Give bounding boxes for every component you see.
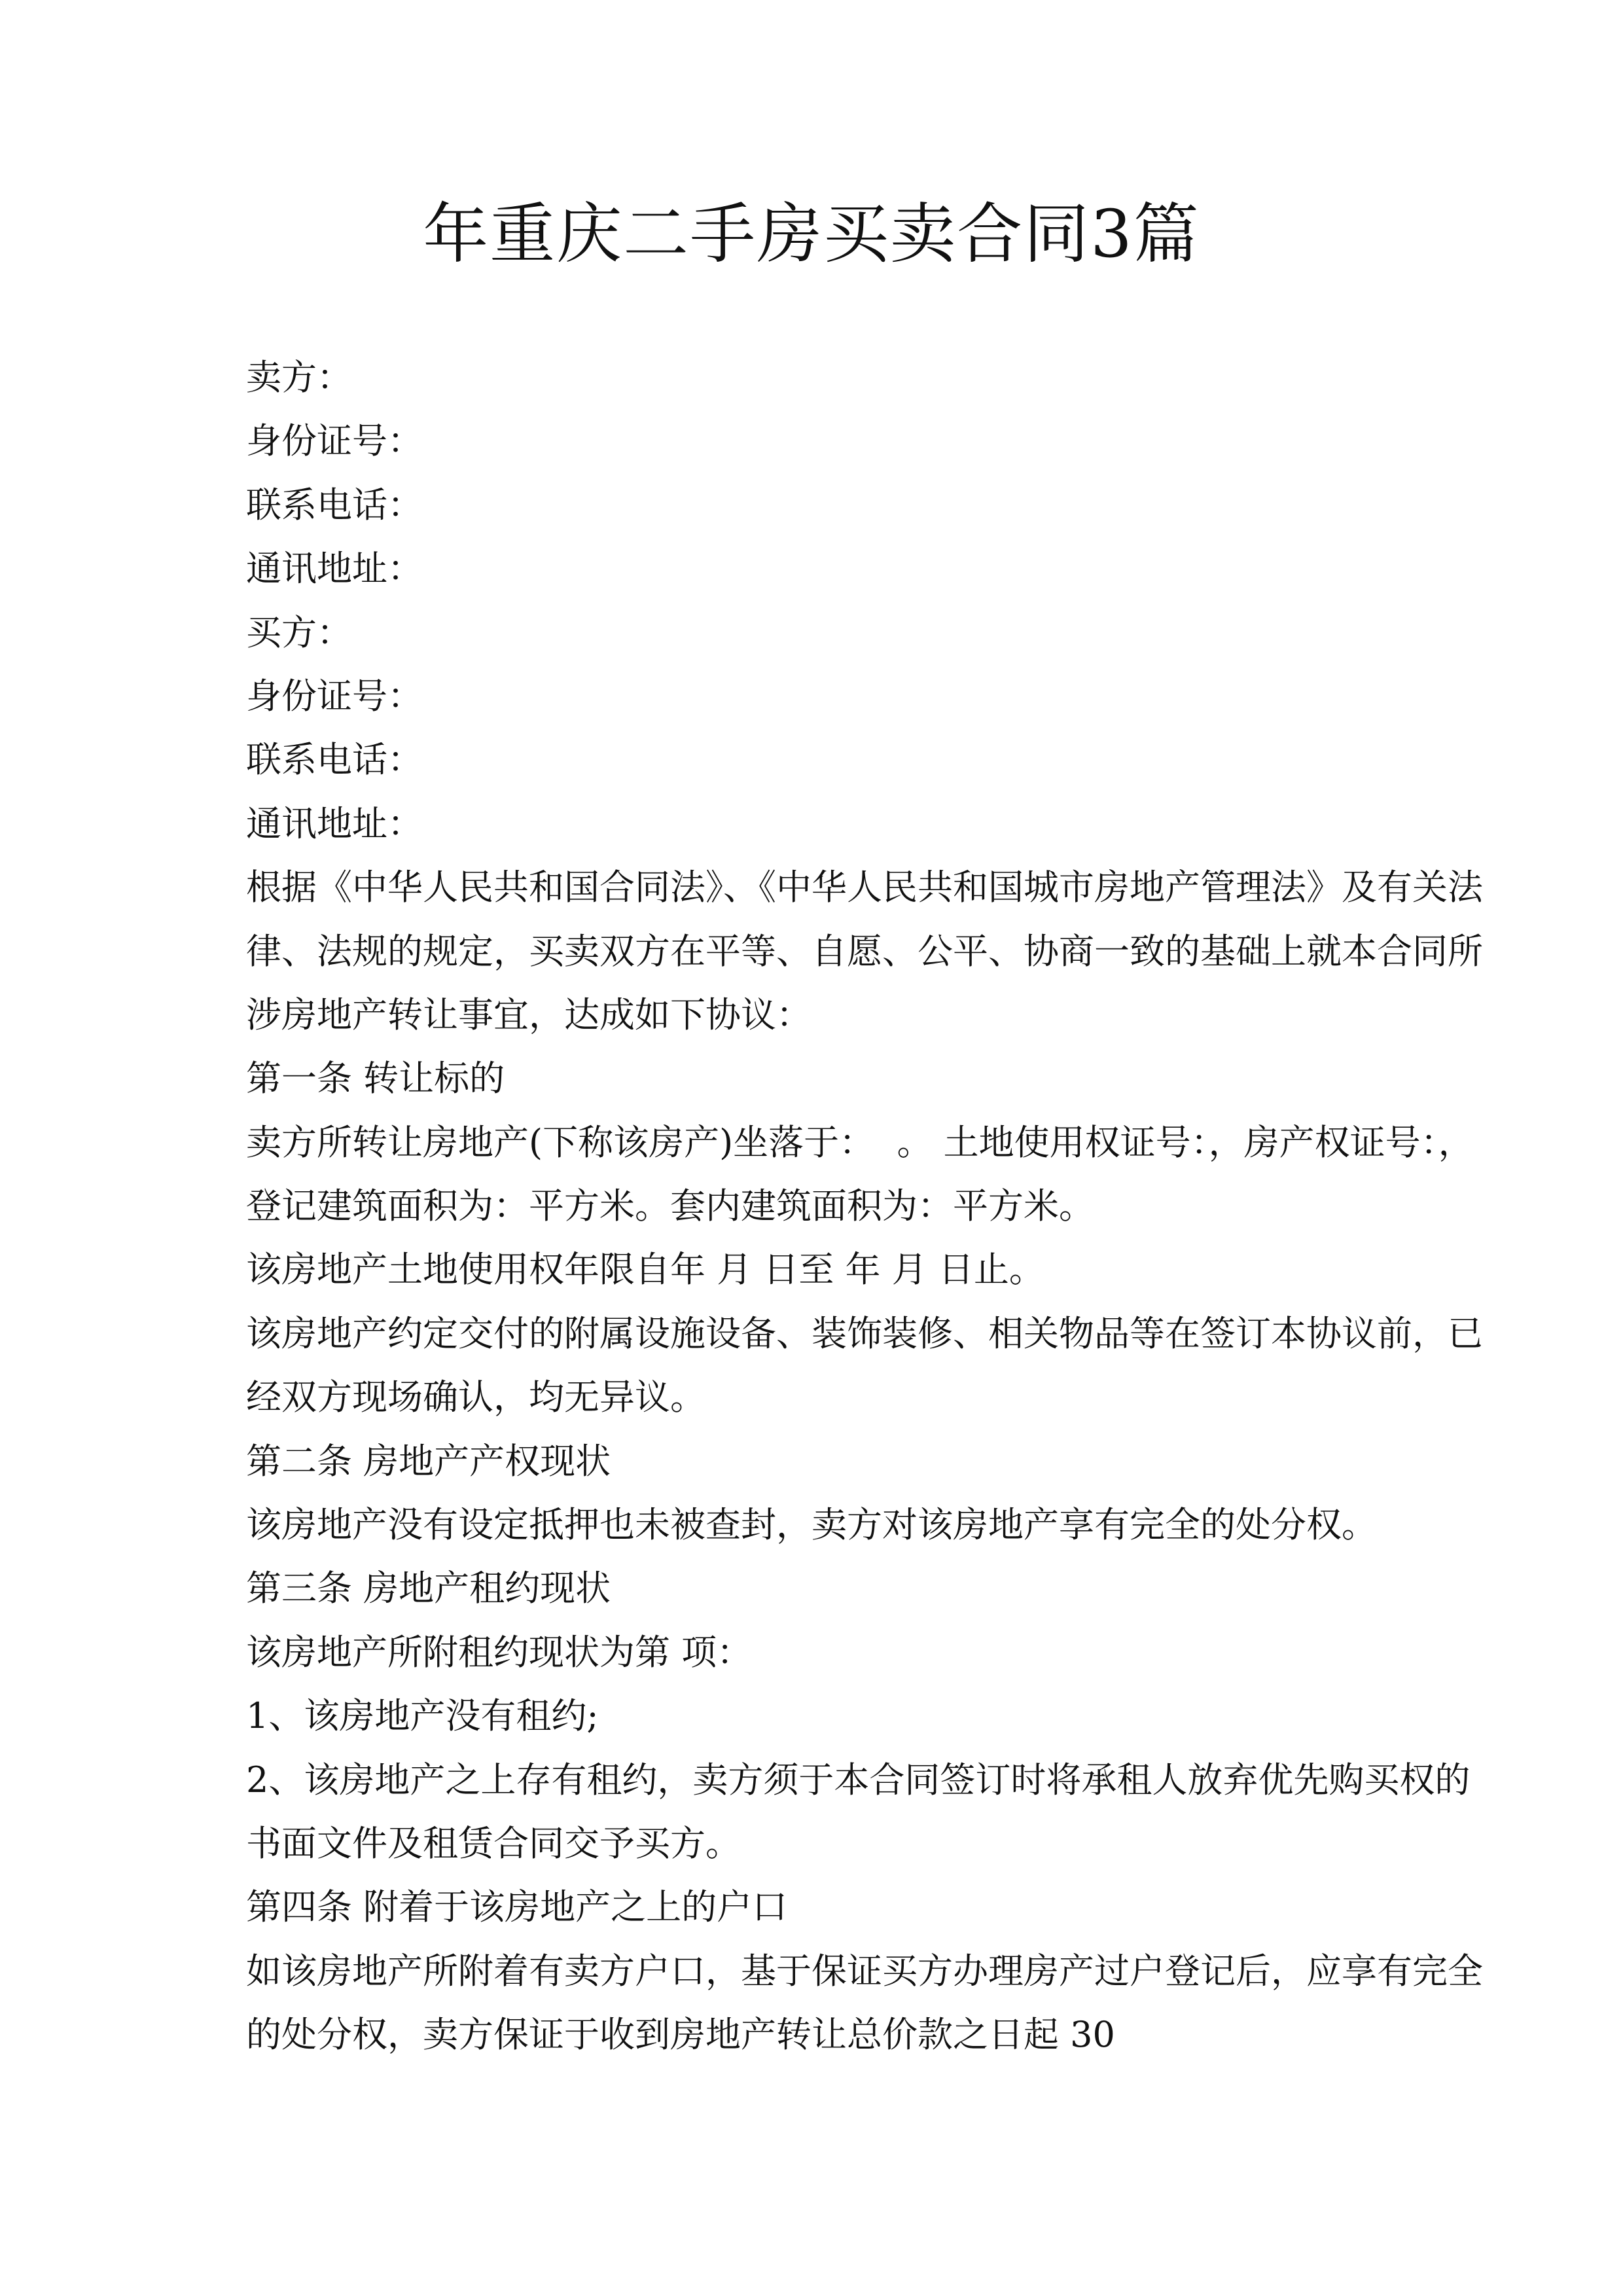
text-line: 卖方所转让房地产(下称该房产)坐落于： 。 土地使用权证号：，房产权证号：， <box>246 1121 1474 1163</box>
section-heading: 第四条 附着于该房地产之上的户口 <box>246 1886 788 1928</box>
text-line: 登记建筑面积为：平方米。套内建筑面积为：平方米。 <box>246 1185 1094 1227</box>
section-heading: 第三条 房地产租约现状 <box>246 1568 611 1609</box>
document-body <box>246 346 1483 2067</box>
text-line: 买方： <box>246 611 352 653</box>
text-line: 2、该房地产之上存有租约，卖方须于本合同签订时将承租人放弃优先购买权的 <box>246 1759 1471 1801</box>
section-heading: 第一条 转让标的 <box>246 1058 505 1100</box>
text-line: 卖方： <box>246 357 352 398</box>
text-line: 该房地产所附租约现状为第 项： <box>246 1631 753 1673</box>
document-title: 年重庆二手房买卖合同3篇 <box>423 196 1200 272</box>
text-line: 通讯地址： <box>246 548 423 590</box>
text-line: 身份证号： <box>246 675 423 717</box>
text-line: 该房地产约定交付的附属设施设备、装饰装修、相关物品等在签订本协议前，已 <box>246 1312 1483 1354</box>
text-line: 律、法规的规定，买卖双方在平等、自愿、公平、协商一致的基础上就本合同所 <box>246 930 1483 972</box>
text-line: 联系电话： <box>246 739 423 781</box>
text-line: 联系电话： <box>246 484 423 526</box>
section-heading: 第二条 房地产产权现状 <box>246 1440 611 1482</box>
text-line: 涉房地产转让事宜，达成如下协议： <box>246 994 812 1035</box>
text-line: 该房地产土地使用权年限自年 月 日至 年 月 日止。 <box>246 1249 1044 1291</box>
text-line: 根据《中华人民共和国合同法》、《中华人民共和国城市房地产管理法》及有关法 <box>246 867 1483 908</box>
text-line: 的处分权，卖方保证于收到房地产转让总价款之日起 30 <box>246 2014 1115 2056</box>
text-line: 经双方现场确认，均无异议。 <box>246 1376 705 1418</box>
text-line: 书面文件及租赁合同交予买方。 <box>246 1822 741 1864</box>
text-line: 1、该房地产没有租约; <box>246 1695 599 1737</box>
text-line: 该房地产没有设定抵押也未被查封，卖方对该房地产享有完全的处分权。 <box>246 1504 1377 1546</box>
text-line: 通讯地址： <box>246 802 423 844</box>
text-line: 身份证号： <box>246 420 423 462</box>
text-line: 如该房地产所附着有卖方户口，基于保证买方办理房产过户登记后，应享有完全 <box>246 1950 1483 1992</box>
